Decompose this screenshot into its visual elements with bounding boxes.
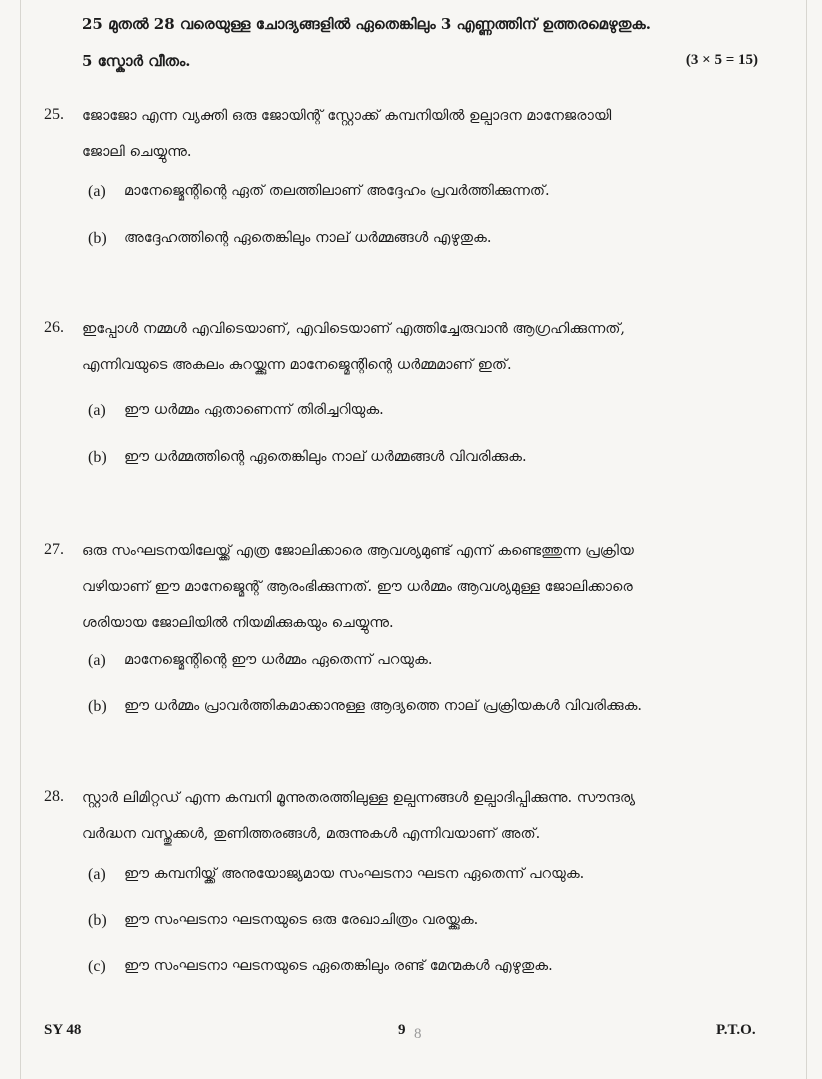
question-number: 27. — [44, 541, 64, 558]
part-label: (a) — [88, 402, 106, 419]
question-text-line: ഇപ്പോൾ നമ്മൾ എവിടെയാണ്, എവിടെയാണ് എത്തിച്ചേരുവാൻ ആഗ്രഹിക്കുന്നത്, — [82, 321, 625, 337]
page-edge-right — [806, 0, 807, 1079]
question-text-line: വർദ്ധന വസ്തുക്കൾ, തുണിത്തരങ്ങൾ, മരുന്നുകൾ എന്നിവയാണ് അത്. — [82, 826, 541, 842]
page-number: 9 — [398, 1022, 406, 1038]
page-edge-left — [20, 0, 21, 1079]
instruction-line-1: 25 മുതൽ 28 വരെയുള്ള ചോദ്യങ്ങളിൽ ഏതെങ്കിലും 3 എണ്ണത്തിന് ഉത്തരമെഴുതുക. — [82, 15, 651, 33]
part-text: അദ്ദേഹത്തിന്റെ ഏതെങ്കിലും നാല് ധർമ്മങ്ങൾ എഴുതുക. — [124, 230, 492, 246]
part-text: ഈ ധർമ്മം ഏതാണെന്ന് തിരിച്ചറിയുക. — [124, 402, 384, 418]
marks-allocation: (3 × 5 = 15) — [685, 52, 758, 68]
question-number: 28. — [44, 788, 64, 805]
question-text-line: ശരിയായ ജോലിയിൽ നിയമിക്കുകയും ചെയ്യുന്നു. — [82, 615, 394, 631]
part-text: ഈ ധർമ്മം പ്രാവർത്തികമാക്കാനുള്ള ആദ്യത്തെ നാല് പ്രക്രിയകൾ വിവരിക്കുക. — [124, 698, 643, 714]
part-label: (b) — [88, 698, 107, 715]
instruction-line-2: 5 സ്കോർ വീതം. — [82, 52, 191, 70]
paper-code: SY 48 — [44, 1022, 82, 1038]
question-number: 25. — [44, 106, 64, 123]
part-text: ഈ കമ്പനിയ്ക്ക് അനുയോജ്യമായ സംഘടനാ ഘടന ഏതെന്ന് പറയുക. — [124, 866, 585, 882]
please-turn-over: P.T.O. — [716, 1022, 756, 1038]
question-text-line: എന്നിവയുടെ അകലം കുറയ്ക്കുന്ന മാനേജ്മെന്റിന്റെ ധർമ്മമാണ് ഇത്. — [82, 357, 512, 373]
part-label: (b) — [88, 230, 107, 247]
question-text-line: ജോലി ചെയ്യുന്നു. — [82, 144, 192, 160]
part-label: (b) — [88, 912, 107, 929]
part-text: ഈ സംഘടനാ ഘടനയുടെ ഒരു രേഖാചിത്രം വരയ്ക്കുക. — [124, 912, 479, 928]
part-label: (a) — [88, 866, 106, 883]
part-text: ഈ ധർമ്മത്തിന്റെ ഏതെങ്കിലും നാല് ധർമ്മങ്ങൾ വിവരിക്കുക. — [124, 449, 527, 465]
part-text: ഈ സംഘടനാ ഘടനയുടെ ഏതെങ്കിലും രണ്ട് മേന്മകൾ എഴുതുക. — [124, 958, 553, 974]
part-text: മാനേജ്മെന്റിന്റെ ഏത് തലത്തിലാണ് അദ്ദേഹം പ്രവർത്തിക്കുന്നത്. — [124, 183, 550, 199]
part-label: (a) — [88, 652, 106, 669]
part-label: (c) — [88, 958, 106, 975]
part-label: (b) — [88, 449, 107, 466]
question-text-line: സ്റ്റാർ ലിമിറ്റഡ് എന്ന കമ്പനി മൂന്നുതരത്തിലുള്ള ഉല്പന്നങ്ങൾ ഉല്പാദിപ്പിക്കുന്നു. സൗന്ദര്യ — [82, 790, 636, 806]
part-label: (a) — [88, 183, 106, 200]
page-number-faint: 8 — [414, 1026, 422, 1042]
question-text-line: ജോജോ എന്ന വ്യക്തി ഒരു ജോയിന്റ് സ്റ്റോക്ക് കമ്പനിയിൽ ഉല്പാദന മാനേജരായി — [82, 108, 612, 124]
part-text: മാനേജ്മെന്റിന്റെ ഈ ധർമ്മം ഏതെന്ന് പറയുക. — [124, 652, 433, 668]
question-text-line: ഒരു സംഘടനയിലേയ്ക്ക് എത്ര ജോലിക്കാരെ ആവശ്യമുണ്ട് എന്ന് കണ്ടെത്തുന്ന പ്രക്രിയ — [82, 543, 634, 559]
question-number: 26. — [44, 319, 64, 336]
question-text-line: വഴിയാണ് ഈ മാനേജ്മെന്റ് ആരംഭിക്കുന്നത്. ഈ ധർമ്മം ആവശ്യമുള്ള ജോലിക്കാരെ — [82, 579, 633, 595]
